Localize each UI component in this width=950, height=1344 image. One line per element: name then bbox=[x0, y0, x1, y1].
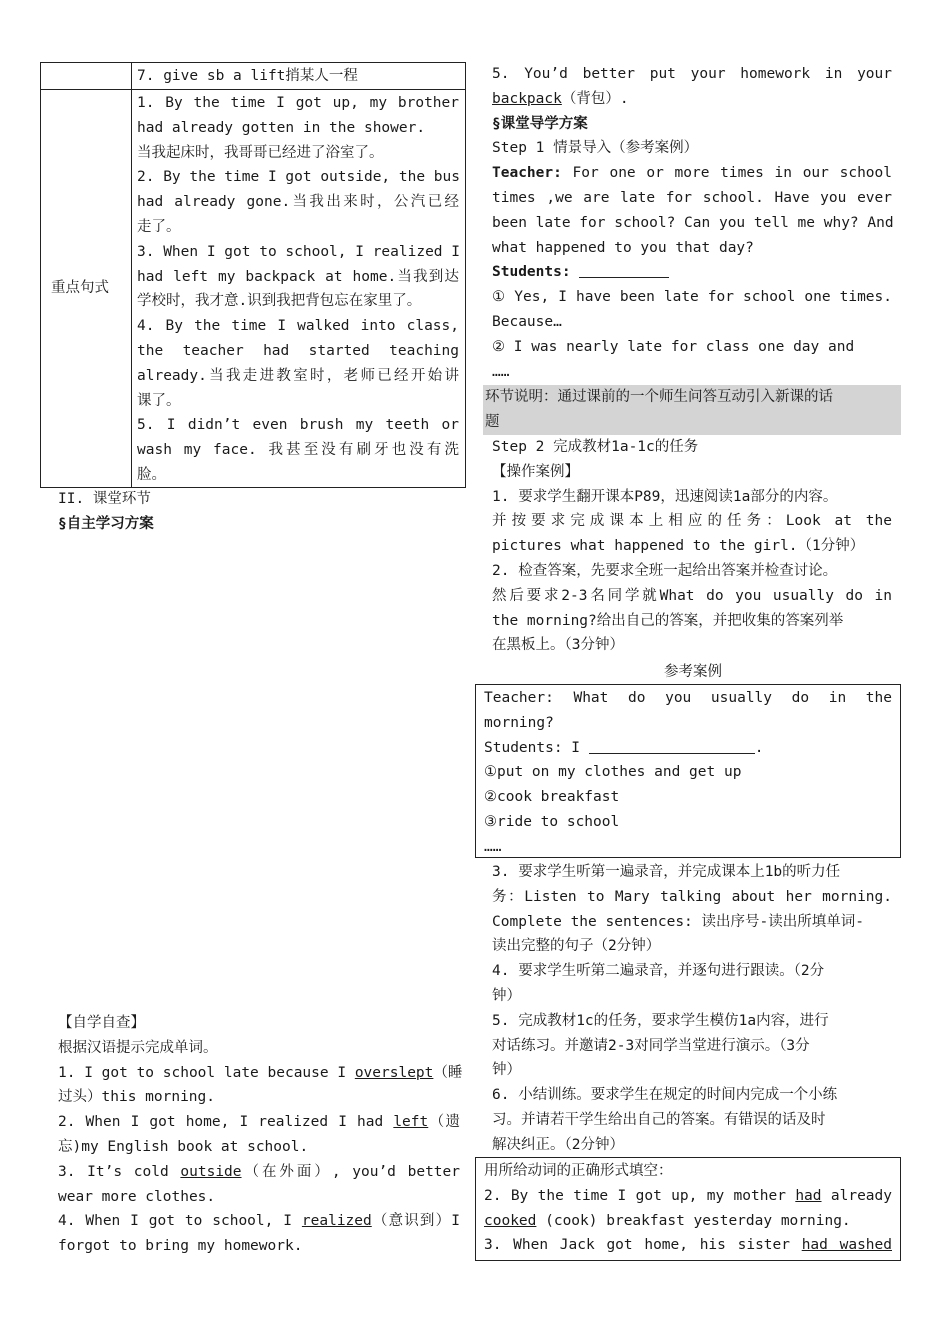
teacher-prompt-line-1: Teacher: For one or more times in our school bbox=[492, 165, 892, 182]
item-3-line-4: 读出完整的句子（2分钟） bbox=[492, 938, 661, 955]
exercise-box bbox=[475, 1157, 901, 1261]
step-note-line-1: 环节说明：通过课前的一个师生问答互动引入新课的话 bbox=[485, 389, 833, 405]
ref-option-2: ②cook breakfast bbox=[484, 789, 620, 806]
exercise-2-line-2: cooked (cook) breakfast yesterday morning. bbox=[484, 1212, 851, 1229]
teacher-prompt-line-4: what happened to you that day? bbox=[492, 239, 754, 256]
key-sentence-line: 5. I didn’t even brush my teeth or bbox=[137, 417, 459, 434]
self-check-q5-cont: backpack（背包）. bbox=[492, 90, 629, 107]
answer-cooked: cooked bbox=[484, 1212, 537, 1229]
ref-more: …… bbox=[484, 838, 502, 855]
item-3-line-2: 务：Listen to Mary talking about her morning. bbox=[492, 888, 892, 905]
ref-teacher-line-1: Teacher: What do you usually do in the bbox=[484, 690, 892, 706]
item-6-line-2: 习。并请若干学生给出自己的答案。有错误的话及时 bbox=[492, 1111, 826, 1128]
guide-section bbox=[492, 62, 892, 384]
key-sentences-label: 重点句式 bbox=[51, 280, 109, 296]
ref-students-line: Students: I . bbox=[484, 736, 892, 761]
key-sentences-cell bbox=[137, 91, 459, 488]
self-check-title: 【自学自查】 bbox=[58, 1015, 145, 1031]
key-sentence-line: 3. When I got to school, I realized I bbox=[137, 243, 461, 260]
self-check-q2-cont: 忘)my English book at school. bbox=[58, 1138, 309, 1155]
item-5-line-3: 钟） bbox=[492, 1062, 521, 1079]
step-2-heading: Step 2 完成教材1a-1c的任务 bbox=[492, 439, 699, 455]
reference-case-caption: 参考案例 bbox=[664, 664, 722, 680]
self-check-q3: 3. It’s cold outside（在外面）, you’d better bbox=[58, 1163, 460, 1180]
key-sentence-line: 走了。 bbox=[137, 218, 181, 235]
answer-backpack: backpack bbox=[492, 90, 562, 107]
answer-blank bbox=[579, 261, 669, 278]
key-sentence-line: 1. By the time I got up, my brother bbox=[137, 95, 459, 111]
answer-outside: outside bbox=[180, 1163, 242, 1180]
step-1-heading: Step 1 情景导入（参考案例） bbox=[492, 140, 699, 157]
item-2-line-3: the morning?给出自己的答案，并把收集的答案列举 bbox=[492, 612, 844, 629]
step-note-line-2: 题 bbox=[485, 413, 500, 430]
item-2-line-4: 在黑板上。（3分钟） bbox=[492, 637, 624, 654]
answer-had-washed: had washed bbox=[801, 1237, 892, 1254]
table-column-divider bbox=[131, 63, 132, 487]
student-answer-more: …… bbox=[492, 363, 510, 380]
answer-realized: realized bbox=[301, 1213, 372, 1230]
key-sentence-line: already.当我走进教室时，老师已经开始讲 bbox=[137, 367, 459, 384]
self-check-q1-cont: 过头）this morning. bbox=[58, 1089, 215, 1106]
teacher-prompt-line-2: times ,we are late for school. Have you ever bbox=[492, 189, 892, 206]
operation-case-title: 【操作案例】 bbox=[492, 463, 579, 480]
section-heading-classroom: II. 课堂环节 bbox=[58, 491, 151, 507]
self-check-section bbox=[58, 1011, 463, 1259]
answer-had: had bbox=[795, 1187, 822, 1204]
item-2-line-2: 然后要求2-3名同学就What do you usually do in bbox=[492, 587, 892, 604]
self-check-q4-cont: forgot to bring my homework. bbox=[58, 1238, 303, 1255]
answer-blank bbox=[589, 737, 755, 754]
step-2-items-cont bbox=[492, 860, 892, 1158]
self-check-q5: 5. You’d better put your homework in your bbox=[492, 66, 892, 82]
key-sentence-line: the teacher had started teaching bbox=[137, 342, 459, 359]
key-sentence-line: had already gone.当我出来时，公汽已经 bbox=[137, 194, 459, 211]
student-answer-1-cont: Because… bbox=[492, 313, 562, 330]
key-sentence-line: wash my face. 我甚至没有刷牙也没有洗 bbox=[137, 442, 459, 459]
step-2-section bbox=[492, 435, 902, 658]
key-sentence-line: 学校时，我才意.识到我把背包忘在家里了。 bbox=[137, 293, 422, 310]
self-check-instruction: 根据汉语提示完成单词。 bbox=[58, 1039, 218, 1056]
key-sentence-line: 课了。 bbox=[137, 392, 181, 409]
item-4-line-2: 钟） bbox=[492, 987, 521, 1004]
key-sentence-line: had left my backpack at home.当我到达 bbox=[137, 268, 459, 285]
students-response: Students: bbox=[492, 260, 892, 285]
key-sentence-line: 2. By the time I got outside, the bus bbox=[137, 169, 461, 186]
table-row-phrase-7: 7. give sb a lift捎某人一程 bbox=[137, 68, 358, 84]
item-5-line-1: 5. 完成教材1c的任务，要求学生模仿1a内容，进行 bbox=[492, 1012, 829, 1029]
item-6-line-1: 6. 小结训练。要求学生在规定的时间内完成一个小练 bbox=[492, 1087, 838, 1104]
ref-teacher-line-2: morning? bbox=[484, 714, 554, 731]
self-study-title: §自主学习方案 bbox=[58, 515, 154, 532]
key-sentence-line: 当我起床时，我哥哥已经进了浴室了。 bbox=[137, 144, 384, 161]
ref-option-1: ①put on my clothes and get up bbox=[484, 764, 742, 781]
self-check-q4: 4. When I got to school, I realized（意识到）I bbox=[58, 1213, 461, 1230]
guide-title: §课堂导学方案 bbox=[492, 115, 588, 132]
item-1-line-2: 并按要求完成课本上相应的任务：Look at the bbox=[492, 513, 892, 530]
reference-case-box bbox=[475, 684, 901, 858]
item-3-line-1: 3. 要求学生听第一遍录音，并完成课本上1b的听力任 bbox=[492, 864, 841, 880]
table-row-divider bbox=[41, 89, 465, 90]
item-1-line-3: pictures what happened to the girl.（1分钟） bbox=[492, 538, 865, 555]
item-5-line-2: 对话练习。并邀请2-3对同学当堂进行演示。（3分 bbox=[492, 1037, 810, 1054]
item-6-line-3: 解决纠正。（2分钟） bbox=[492, 1136, 624, 1153]
exercise-title: 用所给动词的正确形式填空： bbox=[484, 1163, 673, 1179]
ref-option-3: ③ride to school bbox=[484, 813, 620, 830]
self-check-q3-cont: wear more clothes. bbox=[58, 1188, 216, 1205]
self-check-q1: 1. I got to school late because I overslept（睡 bbox=[58, 1064, 463, 1081]
key-sentence-line: 4. By the time I walked into class, bbox=[137, 318, 459, 335]
key-sentence-line: 脸。 bbox=[137, 466, 166, 483]
item-1-line-1: 1. 要求学生翻开课本P89，迅速阅读1a部分的内容。 bbox=[492, 488, 838, 505]
exercise-2-line-1: 2. By the time I got up, my mother had already bbox=[484, 1187, 892, 1204]
self-check-q2: 2. When I got home, I realized I had left（遗 bbox=[58, 1114, 460, 1131]
answer-left: left bbox=[393, 1114, 429, 1131]
step-note-box bbox=[483, 385, 901, 435]
student-answer-1: ① Yes, I have been late for school one times. bbox=[492, 289, 892, 306]
key-sentence-line: had already gotten in the shower. bbox=[137, 119, 426, 136]
item-3-line-3: Complete the sentences: 读出序号-读出所填单词- bbox=[492, 913, 864, 930]
item-4-line-1: 4. 要求学生听第二遍录音，并逐句进行跟读。（2分 bbox=[492, 963, 825, 980]
exercise-3-line-1: 3. When Jack got home, his sister had washed bbox=[484, 1237, 892, 1254]
teacher-prompt-line-3: been late for school? Can you tell me why? And bbox=[492, 214, 894, 231]
classroom-section bbox=[58, 487, 460, 537]
key-points-table bbox=[40, 62, 466, 488]
answer-overslept: overslept bbox=[354, 1064, 434, 1081]
student-answer-2: ② I was nearly late for class one day and bbox=[492, 338, 855, 355]
item-2-line-1: 2. 检查答案，先要求全班一起给出答案并检查讨论。 bbox=[492, 562, 838, 579]
